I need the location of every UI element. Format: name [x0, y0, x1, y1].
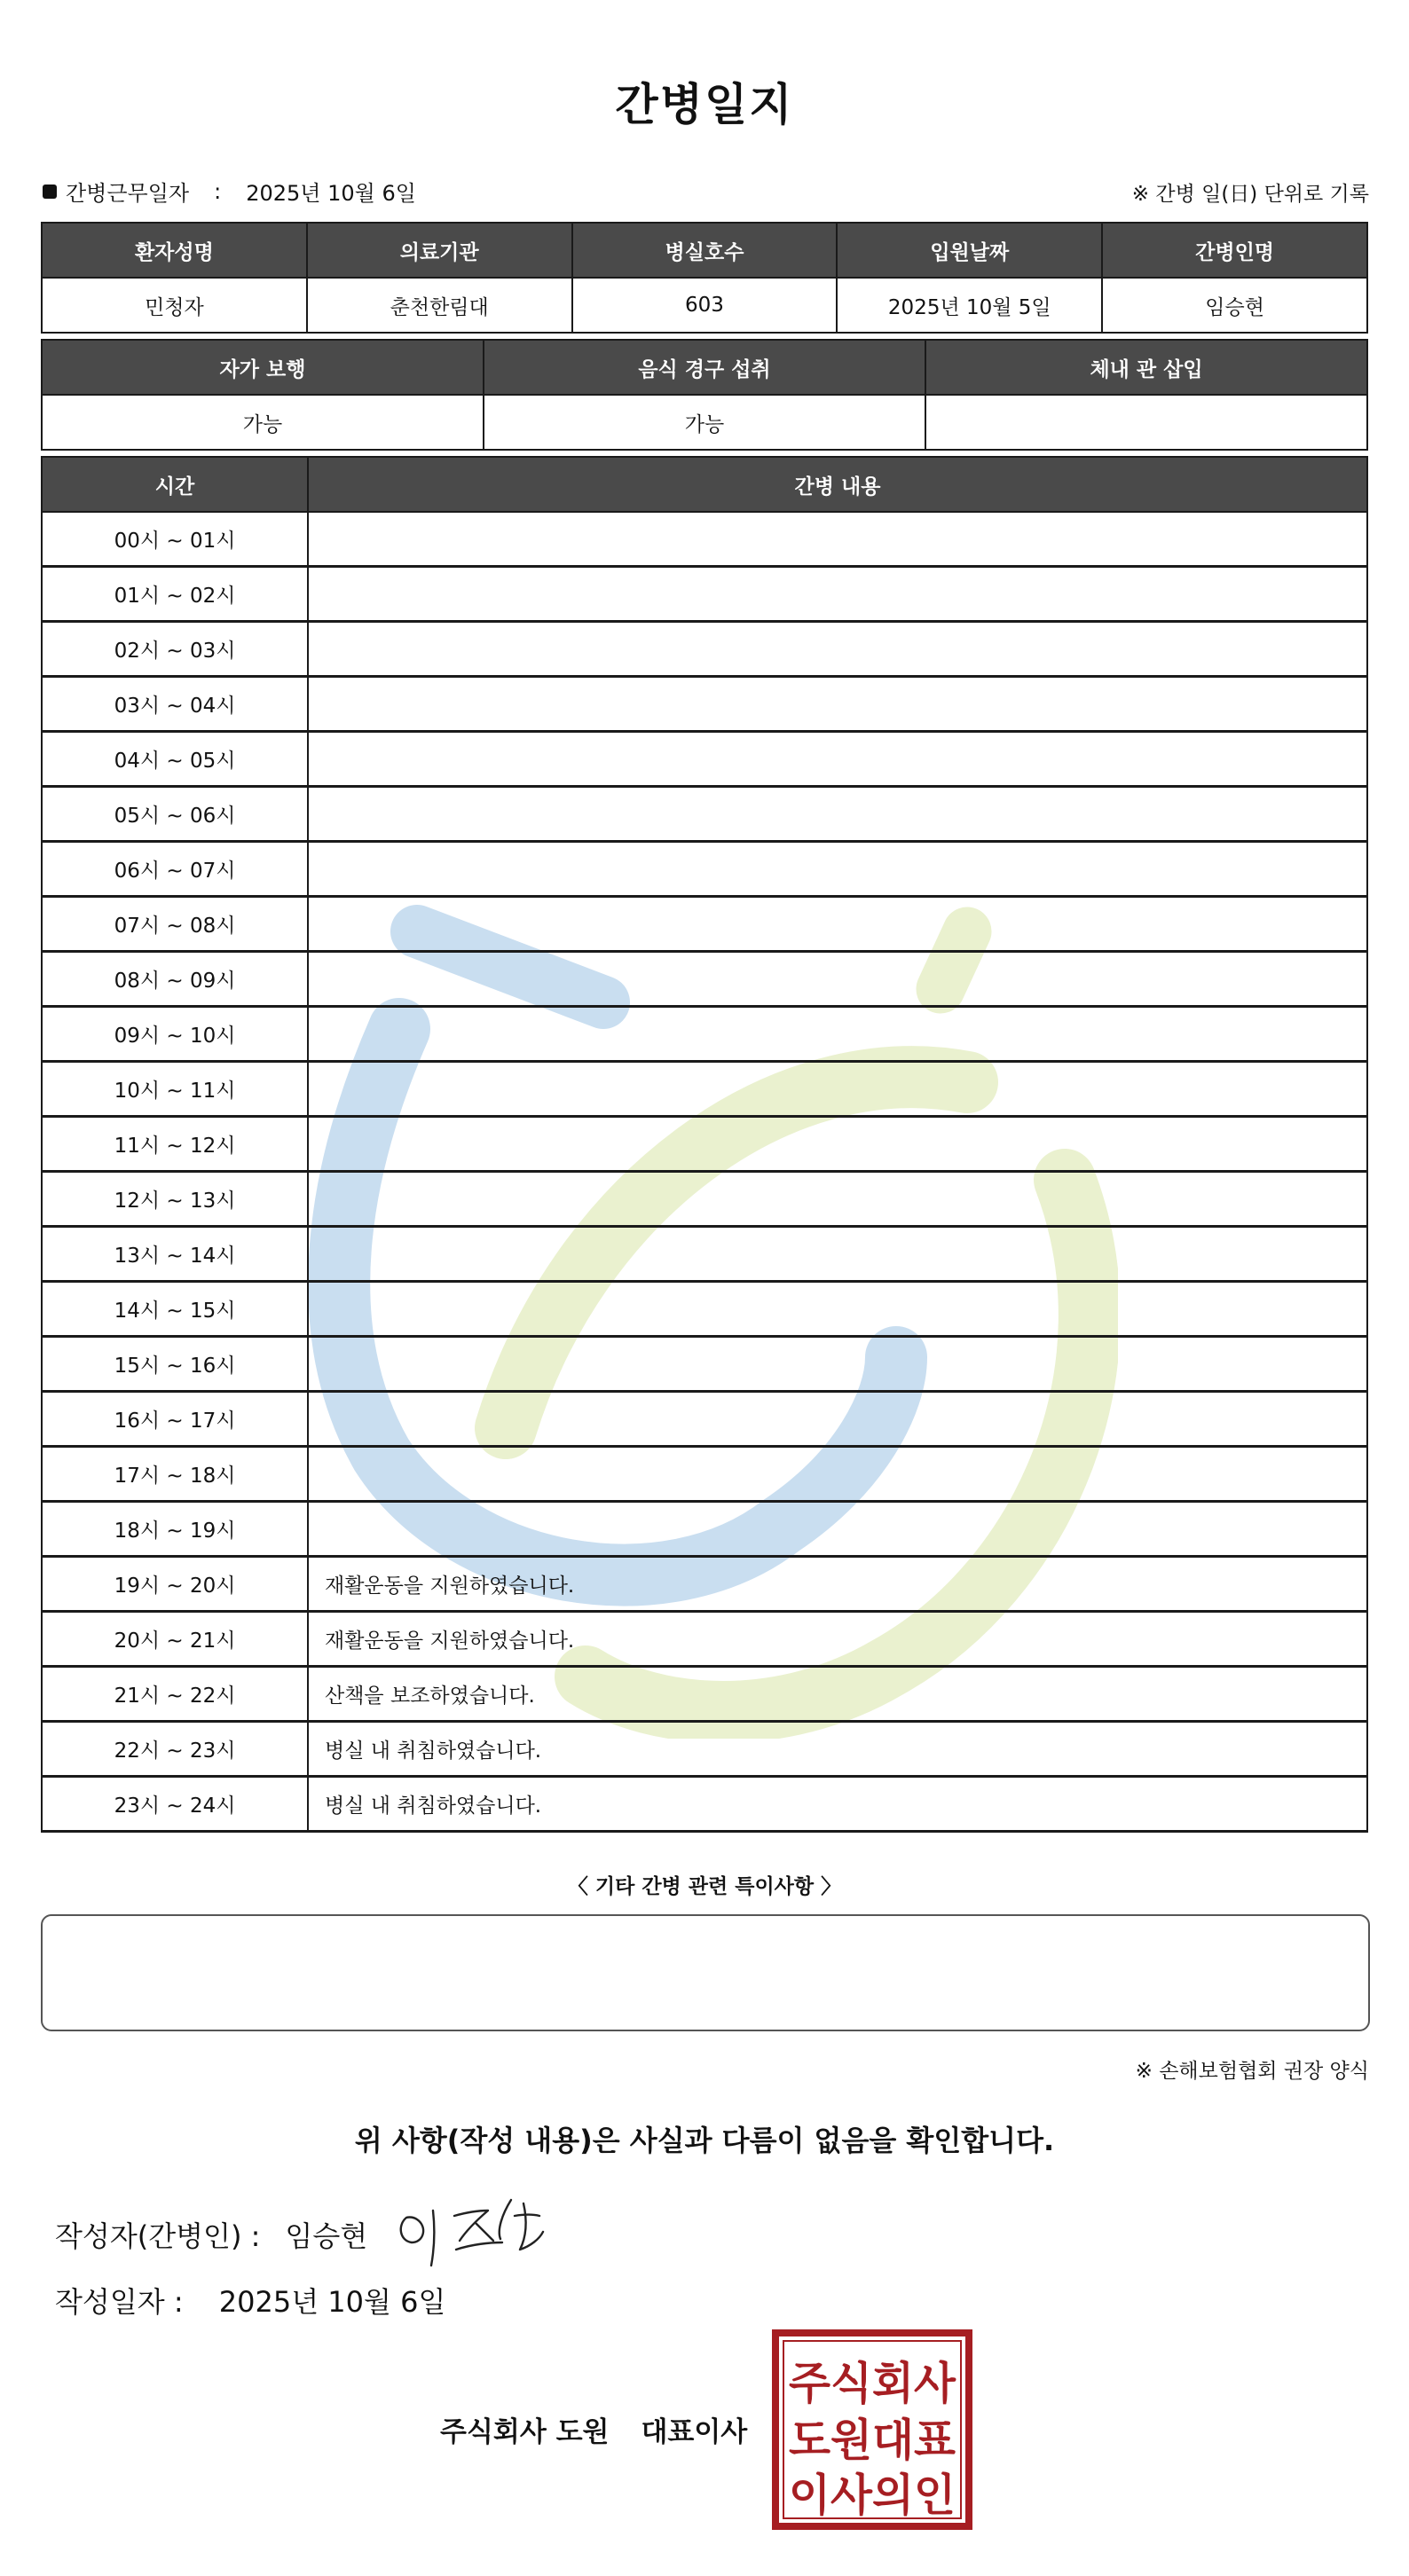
time-slot: 11시 ~ 12시 — [42, 1117, 308, 1172]
time-slot: 17시 ~ 18시 — [42, 1447, 308, 1502]
remarks-box — [41, 1914, 1370, 2031]
care-log-row — [42, 787, 1367, 842]
care-log-row — [42, 677, 1367, 732]
hospital-name: 춘천한림대 — [307, 278, 572, 333]
patient-name: 민청자 — [42, 278, 307, 333]
form-source-note: ※ 손해보험협회 권장 양식 — [1135, 2060, 1369, 2083]
remarks-title: 〈 기타 간병 관련 특이사항 〉 — [567, 1875, 842, 1898]
time-slot: 01시 ~ 02시 — [42, 567, 308, 622]
care-log-row — [42, 622, 1367, 677]
header-hospital: 의료기관 — [307, 223, 572, 278]
caregiver-name: 임승현 — [1102, 278, 1367, 333]
company-seal-stamp — [772, 2329, 972, 2530]
time-slot: 16시 ~ 17시 — [42, 1392, 308, 1447]
time-slot: 07시 ~ 08시 — [42, 897, 308, 952]
care-log-row — [42, 1502, 1367, 1557]
written-date-label: 작성일자 : — [55, 2285, 184, 2319]
time-slot: 14시 ~ 15시 — [42, 1282, 308, 1337]
care-log-row — [42, 1557, 1367, 1612]
patient-info-table — [41, 222, 1368, 334]
care-content — [308, 842, 1367, 897]
time-slot: 10시 ~ 11시 — [42, 1062, 308, 1117]
care-content — [308, 1282, 1367, 1337]
care-log-row — [42, 1172, 1367, 1227]
time-slot: 13시 ~ 14시 — [42, 1227, 308, 1282]
header-care-content: 간병 내용 — [308, 457, 1367, 512]
care-log-row — [42, 1777, 1367, 1832]
care-log-row — [42, 1612, 1367, 1667]
care-log-row — [42, 1392, 1367, 1447]
time-slot: 03시 ~ 04시 — [42, 677, 308, 732]
writer-name: 임승현 — [285, 2219, 368, 2253]
handwritten-signature — [390, 2191, 550, 2271]
time-slot: 15시 ~ 16시 — [42, 1337, 308, 1392]
care-content — [308, 1172, 1367, 1227]
care-content — [308, 897, 1367, 952]
header-admission-date: 입원날짜 — [837, 223, 1102, 278]
care-content — [308, 787, 1367, 842]
care-content: 재활운동을 지원하였습니다. — [308, 1612, 1367, 1667]
care-log-row — [42, 1282, 1367, 1337]
admission-date: 2025년 10월 5일 — [837, 278, 1102, 333]
header-time: 시간 — [42, 457, 308, 512]
patient-status-header-row — [42, 340, 1367, 395]
seal-line-2: 도원대표 — [789, 2415, 956, 2466]
time-slot: 22시 ~ 23시 — [42, 1722, 308, 1777]
time-slot: 05시 ~ 06시 — [42, 787, 308, 842]
header-self-walking: 자가 보행 — [42, 340, 484, 395]
self-walking-value: 가능 — [42, 395, 484, 450]
confirmation-statement: 위 사항(작성 내용)은 사실과 다름이 없음을 확인합니다. — [354, 2124, 1055, 2157]
care-log-row — [42, 1062, 1367, 1117]
care-content — [308, 1062, 1367, 1117]
writer-row — [55, 2214, 367, 2255]
time-slot: 19시 ~ 20시 — [42, 1557, 308, 1612]
company-name: 주식회사 도원 — [440, 2416, 610, 2448]
record-unit-note: ※ 간병 일(日) 단위로 기록 — [1131, 183, 1369, 206]
care-log-row — [42, 1227, 1367, 1282]
care-content: 산책을 보조하였습니다. — [308, 1667, 1367, 1722]
header-tube-insertion: 체내 관 삽입 — [925, 340, 1367, 395]
care-log-row — [42, 897, 1367, 952]
care-content — [308, 1337, 1367, 1392]
work-date-separator: : — [214, 178, 222, 204]
care-log-table — [41, 456, 1368, 1833]
care-content: 병실 내 취침하였습니다. — [308, 1777, 1367, 1832]
header-room-number: 병실호수 — [572, 223, 838, 278]
work-date-row — [43, 176, 416, 207]
care-log-header-row — [42, 457, 1367, 512]
care-log-row — [42, 512, 1367, 567]
care-log-row — [42, 1117, 1367, 1172]
bullet-square-icon — [43, 185, 57, 199]
care-content: 병실 내 취침하였습니다. — [308, 1722, 1367, 1777]
written-date-row — [55, 2280, 445, 2321]
header-oral-intake: 음식 경구 섭취 — [484, 340, 925, 395]
care-log-row — [42, 1007, 1367, 1062]
work-date-value: 2025년 10월 6일 — [246, 181, 416, 206]
care-content — [308, 1227, 1367, 1282]
patient-status-value-row — [42, 395, 1367, 450]
company-signature-line — [440, 2409, 747, 2449]
care-content — [308, 677, 1367, 732]
representative-title: 대표이사 — [641, 2416, 748, 2448]
time-slot: 18시 ~ 19시 — [42, 1502, 308, 1557]
seal-line-1: 주식회사 — [789, 2358, 956, 2409]
time-slot: 23시 ~ 24시 — [42, 1777, 308, 1832]
care-log-row — [42, 1447, 1367, 1502]
time-slot: 08시 ~ 09시 — [42, 952, 308, 1007]
written-date-value: 2025년 10월 6일 — [218, 2285, 446, 2319]
care-log-row — [42, 1667, 1367, 1722]
time-slot: 02시 ~ 03시 — [42, 622, 308, 677]
care-log-row — [42, 567, 1367, 622]
work-date-label: 간병근무일자 — [66, 181, 190, 206]
time-slot: 20시 ~ 21시 — [42, 1612, 308, 1667]
patient-status-table — [41, 339, 1368, 451]
time-slot: 04시 ~ 05시 — [42, 732, 308, 787]
care-content — [308, 1007, 1367, 1062]
time-slot: 09시 ~ 10시 — [42, 1007, 308, 1062]
care-content — [308, 952, 1367, 1007]
tube-insertion-value — [925, 395, 1367, 450]
patient-info-value-row — [42, 278, 1367, 333]
oral-intake-value: 가능 — [484, 395, 925, 450]
time-slot: 06시 ~ 07시 — [42, 842, 308, 897]
header-patient-name: 환자성명 — [42, 223, 307, 278]
care-content — [308, 567, 1367, 622]
care-log-row — [42, 732, 1367, 787]
time-slot: 00시 ~ 01시 — [42, 512, 308, 567]
care-content — [308, 1117, 1367, 1172]
care-content — [308, 622, 1367, 677]
writer-label: 작성자(간병인) : — [55, 2219, 261, 2253]
care-log-body — [42, 512, 1367, 1832]
care-content: 재활운동을 지원하였습니다. — [308, 1557, 1367, 1612]
care-log-row — [42, 1337, 1367, 1392]
care-content — [308, 1502, 1367, 1557]
care-log-row — [42, 842, 1367, 897]
time-slot: 12시 ~ 13시 — [42, 1172, 308, 1227]
care-log-row — [42, 952, 1367, 1007]
room-number: 603 — [572, 278, 838, 333]
seal-line-3: 이사의인 — [789, 2470, 956, 2521]
care-content — [308, 1392, 1367, 1447]
time-slot: 21시 ~ 22시 — [42, 1667, 308, 1722]
care-content — [308, 1447, 1367, 1502]
header-caregiver-name: 간병인명 — [1102, 223, 1367, 278]
care-log-row — [42, 1722, 1367, 1777]
care-content — [308, 732, 1367, 787]
patient-info-header-row — [42, 223, 1367, 278]
care-content — [308, 512, 1367, 567]
page-title: 간병일지 — [615, 79, 794, 130]
